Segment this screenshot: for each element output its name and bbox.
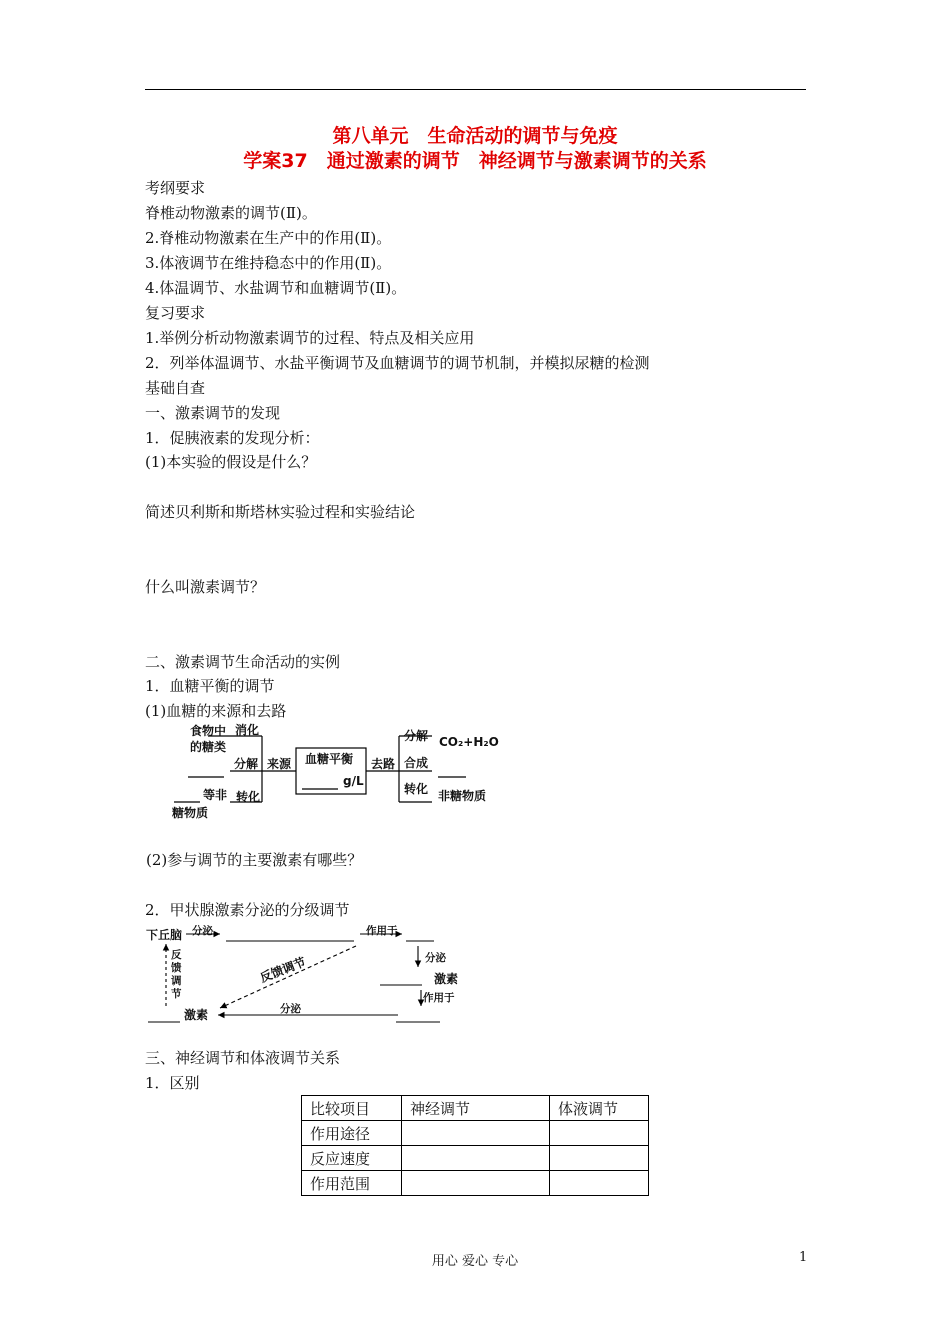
center-unit: g/L bbox=[343, 774, 364, 788]
table-cell bbox=[550, 1146, 649, 1171]
source-label: 来源 bbox=[267, 757, 292, 771]
decompose-right-label: 分解 bbox=[404, 729, 429, 743]
table-cell bbox=[402, 1121, 550, 1146]
table-cell: 反应速度 bbox=[302, 1146, 402, 1171]
table-row bbox=[302, 1121, 649, 1146]
lesson-title: 学案37 通过激素的调节 神经调节与激素调节的关系 bbox=[243, 150, 707, 172]
center-title: 血糖平衡 bbox=[305, 752, 354, 766]
text-line: 4.体温调节、水盐调节和血糖调节(Ⅱ)。 bbox=[145, 279, 407, 297]
non-sugar-label: 非糖物质 bbox=[438, 789, 487, 803]
co2-h2o-label: CO₂+H₂O bbox=[439, 735, 499, 749]
feedback-vert-3: 调 bbox=[171, 975, 182, 987]
hypothalamus-label: 下丘脑 bbox=[146, 928, 183, 942]
text-line: (1)本实验的假设是什么？ bbox=[145, 453, 317, 471]
table-cell bbox=[402, 1146, 550, 1171]
hormone-right-label: 激素 bbox=[434, 972, 459, 986]
table-header-cell: 体液调节 bbox=[550, 1096, 649, 1121]
secrete-right-label: 分泌 bbox=[425, 952, 446, 964]
text-line: 3.体液调节在维持稳态中的作用(Ⅱ)。 bbox=[145, 254, 392, 272]
feedback-vert-2: 馈 bbox=[171, 962, 182, 974]
text-line: 2.脊椎动物激素在生产中的作用(Ⅱ)。 bbox=[145, 229, 392, 247]
unit-title: 第八单元 生命活动的调节与免疫 bbox=[332, 125, 618, 147]
text-line: 基础自查 bbox=[145, 379, 206, 397]
question-definition: 什么叫激素调节？ bbox=[145, 578, 266, 596]
acts-on-right-label: 作用于 bbox=[423, 992, 455, 1004]
text-line: 考纲要求 bbox=[145, 179, 206, 197]
section3-heading: 三、神经调节和体液调节关系 bbox=[145, 1049, 341, 1067]
sink-label: 去路 bbox=[371, 757, 396, 771]
table-header-cell: 神经调节 bbox=[402, 1096, 550, 1121]
section2-sub1: 1．血糖平衡的调节 bbox=[145, 677, 275, 695]
synthesize-label: 合成 bbox=[404, 756, 429, 770]
footer-text: 用心 爱心 专心 bbox=[431, 1254, 519, 1269]
section2-sub1a: (1)血糖的来源和去路 bbox=[145, 702, 287, 720]
convert-right-label: 转化 bbox=[404, 782, 429, 796]
table-cell bbox=[550, 1121, 649, 1146]
section3-sub1: 1．区别 bbox=[145, 1074, 200, 1092]
digest-label: 消化 bbox=[235, 723, 260, 737]
secrete-top-label: 分泌 bbox=[192, 925, 213, 937]
question-experiment: 简述贝利斯和斯塔林实验过程和实验结论 bbox=[145, 503, 416, 521]
hormone-left-label: 激素 bbox=[184, 1008, 209, 1022]
food-label-1: 食物中 bbox=[190, 724, 227, 738]
table-row bbox=[302, 1171, 649, 1196]
table-cell bbox=[402, 1171, 550, 1196]
table-cell bbox=[550, 1171, 649, 1196]
text-line: 1.举例分析动物激素调节的过程、特点及相关应用 bbox=[145, 329, 475, 347]
section2-sub1b: (2)参与调节的主要激素有哪些？ bbox=[146, 851, 363, 869]
table-header-cell: 比较项目 bbox=[302, 1096, 402, 1121]
text-line: 2．列举体温调节、水盐平衡调节及血糖调节的调节机制，并模拟尿糖的检测 bbox=[145, 354, 650, 372]
comparison-table bbox=[301, 1095, 649, 1196]
decompose-left-label: 分解 bbox=[234, 757, 259, 771]
table-header-row bbox=[302, 1096, 649, 1121]
text-line: 复习要求 bbox=[145, 304, 206, 322]
feedback-vert-4: 节 bbox=[171, 988, 182, 1000]
feedback-diagonal-label: 反馈调节 bbox=[258, 954, 308, 986]
table-row bbox=[302, 1146, 649, 1171]
section2-heading: 二、激素调节生命活动的实例 bbox=[145, 653, 341, 671]
convert-left-label: 转化 bbox=[236, 790, 261, 804]
secrete-bottom-label: 分泌 bbox=[280, 1003, 301, 1015]
other-label-1: 等非 bbox=[203, 788, 228, 802]
food-label-2: 的糖类 bbox=[190, 740, 227, 754]
text-line: 脊椎动物激素的调节(Ⅱ)。 bbox=[145, 204, 317, 222]
table-cell: 作用途径 bbox=[302, 1121, 402, 1146]
text-line: 一、激素调节的发现 bbox=[145, 404, 281, 422]
feedback-vert-1: 反 bbox=[171, 949, 182, 961]
section2-sub2: 2．甲状腺激素分泌的分级调节 bbox=[145, 901, 350, 919]
acts-on-top-label: 作用于 bbox=[366, 925, 398, 937]
text-line: 1．促胰液素的发现分析： bbox=[145, 429, 320, 447]
other-label-2: 糖物质 bbox=[172, 806, 209, 820]
header-rule bbox=[145, 89, 806, 90]
page-number: 1 bbox=[799, 1250, 808, 1265]
table-cell: 作用范围 bbox=[302, 1171, 402, 1196]
